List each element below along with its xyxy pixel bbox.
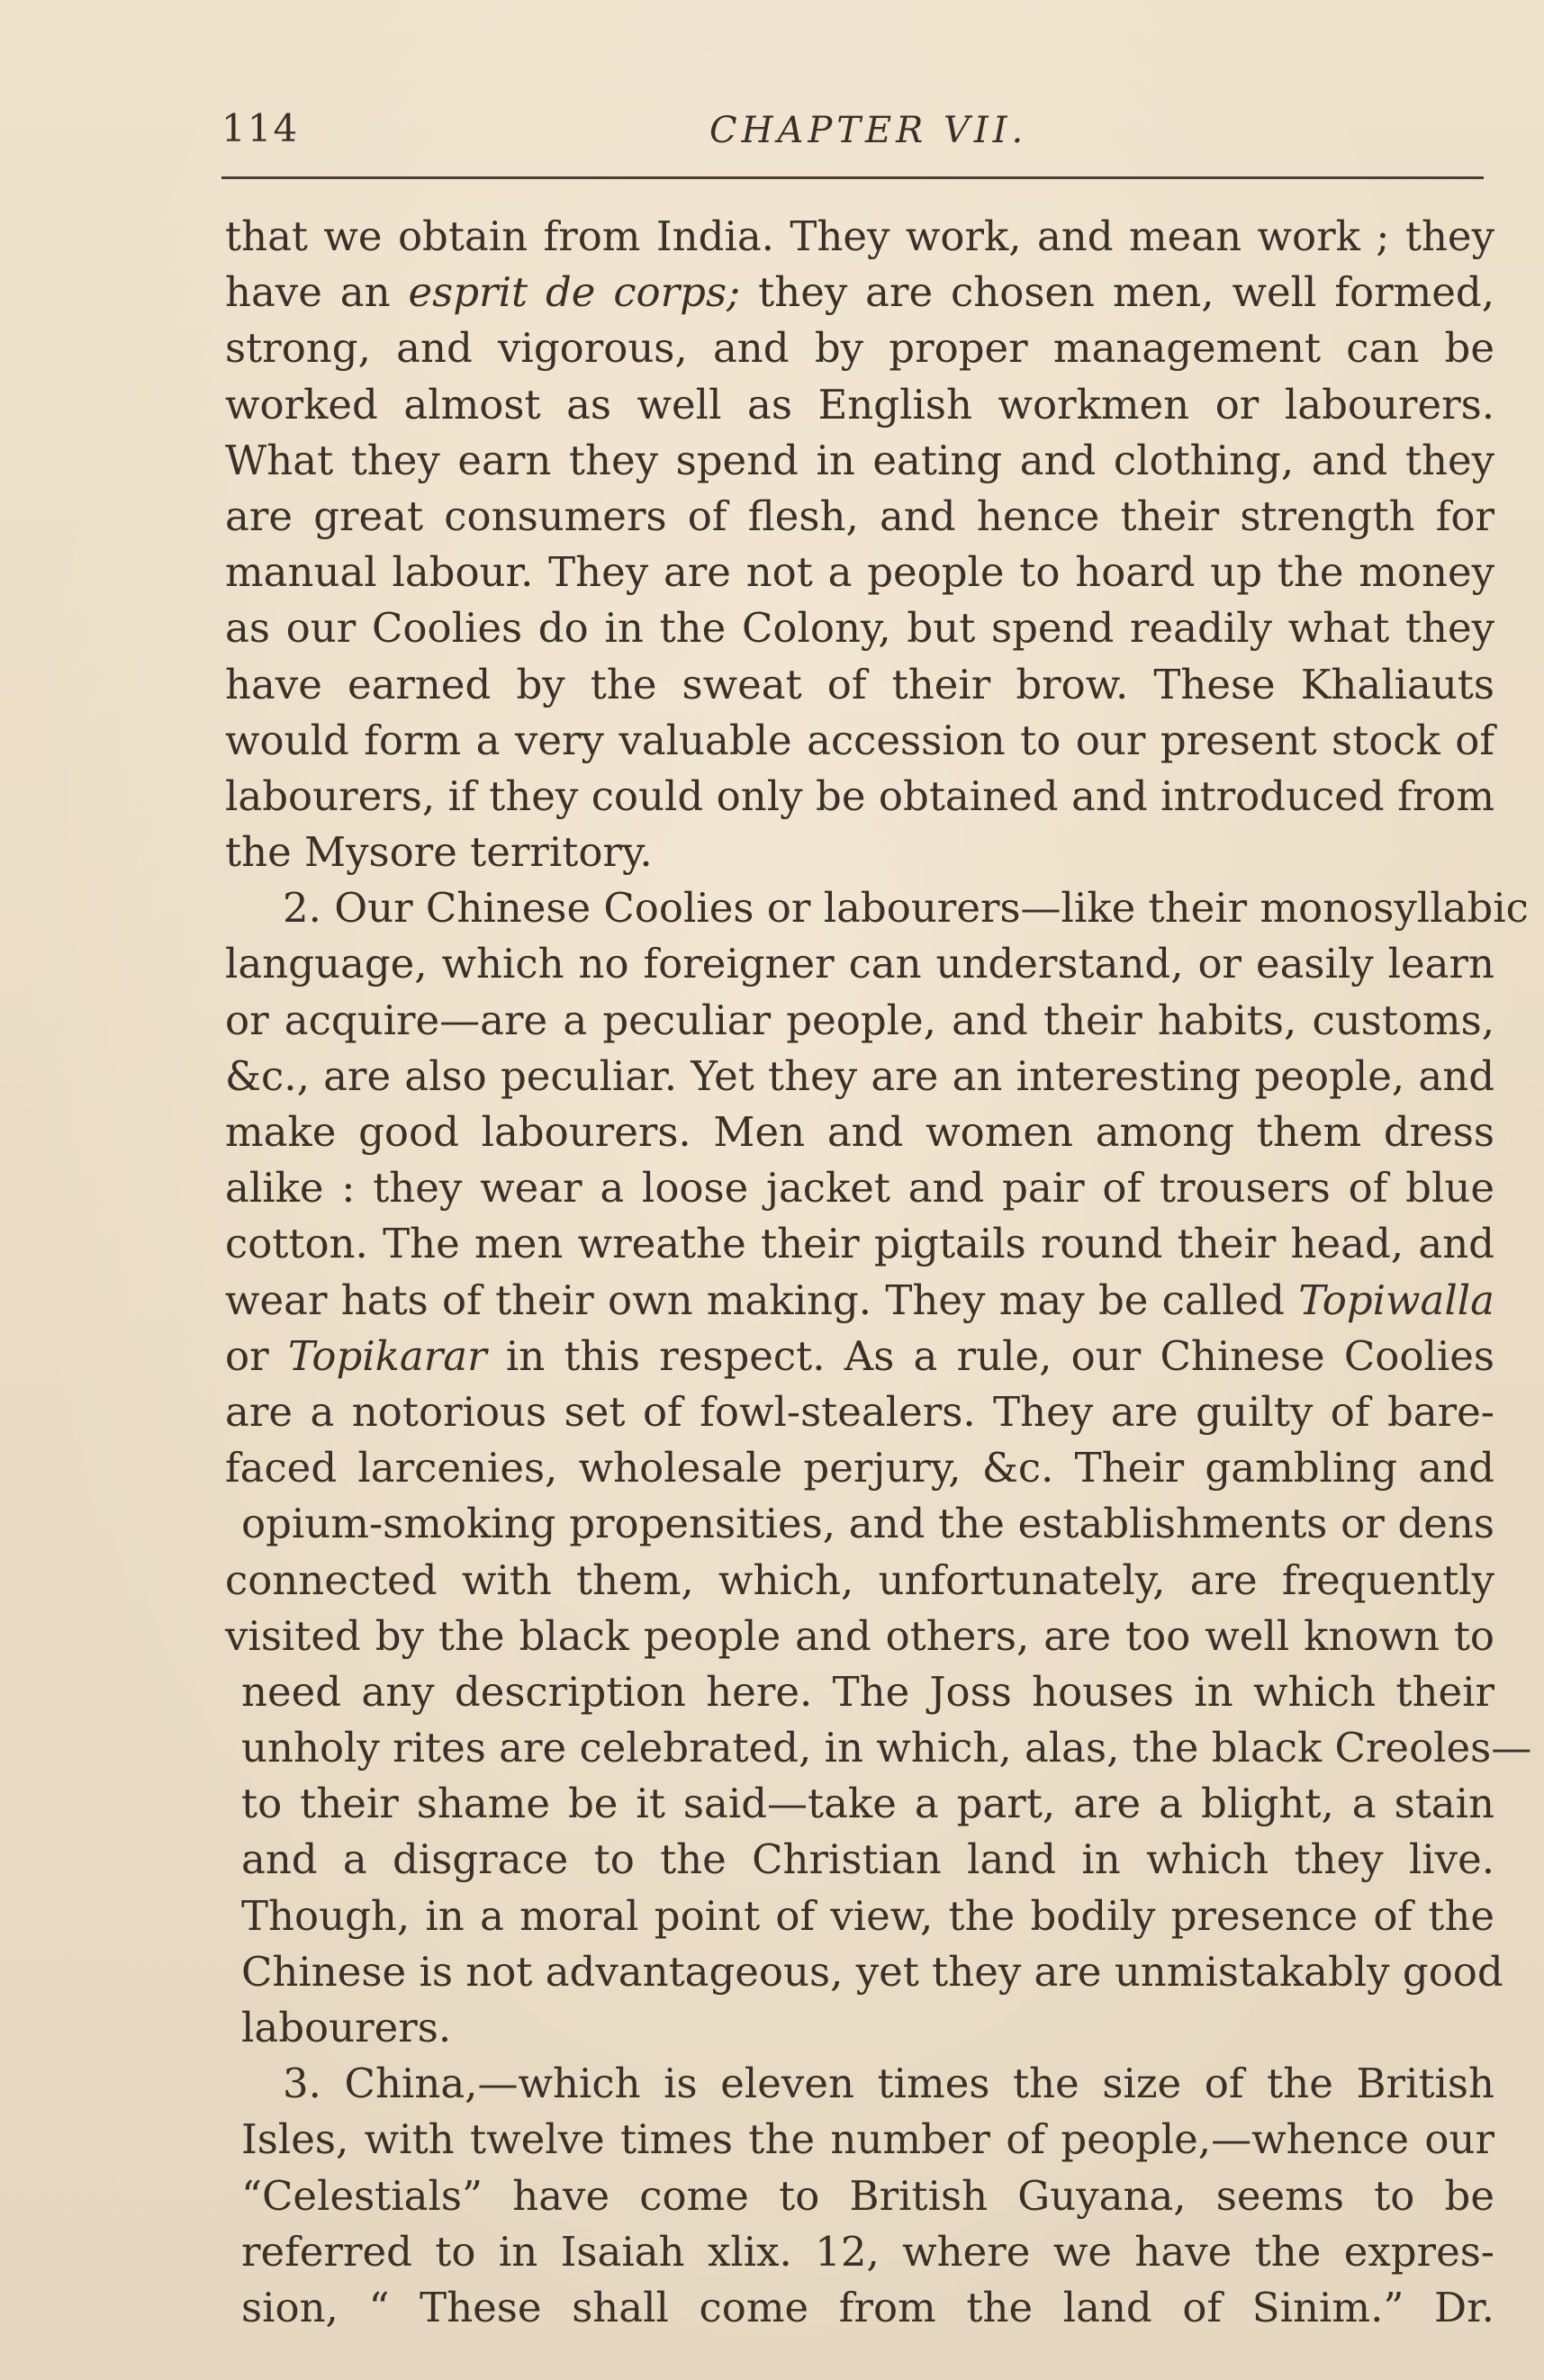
text-line: that we obtain from India. They work, and mean work ; they (225, 212, 1494, 260)
text-line: labourers. (241, 2004, 452, 2051)
header-rule (221, 176, 1484, 179)
text-line: What they earn they spend in eating and clothing, and they (225, 436, 1494, 484)
text-line: “Celestials” have come to British Guyana, seems to be (241, 2171, 1494, 2220)
text-line: are a notorious set of fowl-stealers. They are guilty of bare- (225, 1387, 1494, 1436)
text-line: &c., are also peculiar. Yet they are an interesting people, and (225, 1051, 1494, 1100)
text-line: alike : they wear a loose jacket and pair of trousers of blue (225, 1164, 1494, 1213)
italic-word: Topikarar (287, 1331, 487, 1380)
text-line: unholy rites are celebrated, in which, alas, the black Creoles— (241, 1724, 1532, 1772)
text-line: are great consumers of flesh, and hence their strength for (225, 491, 1494, 540)
text-line: strong, and vigorous, and by proper management can be (225, 324, 1494, 373)
text-line: Chinese is not advantageous, yet they are unmistakably good (241, 1947, 1503, 1996)
text-line: language, which no foreigner can understand, or easily learn (225, 940, 1494, 988)
text-line: to their shame be it said—take a part, are a blight, a stain (241, 1780, 1494, 1828)
text-line: visited by the black people and others, are too well known to (225, 1611, 1494, 1660)
text-line: or Topikarar in this respect. As a rule, our Chinese Coolies (225, 1331, 1494, 1380)
paragraph-3-start: 3. China,—which is eleven times the size of the British (283, 2060, 1494, 2108)
paragraph-2-start: 2. Our Chinese Coolies or labourers—like their monosyllabic (283, 884, 1529, 933)
text-line: have earned by the sweat of their brow. These Khaliauts (225, 660, 1494, 708)
text-line: need any description here. The Joss houses in which their (241, 1667, 1494, 1716)
text-line: make good labourers. Men and women among them dress (225, 1108, 1494, 1156)
text-line: sion, “ These shall come from the land of Sinim.” Dr. (241, 2283, 1494, 2331)
text-line: have an esprit de corps; they are chosen men, well formed, (225, 268, 1494, 317)
text-line: referred to in Isaiah xlix. 12, where we have the expres- (241, 2227, 1494, 2276)
text-line: opium-smoking propensities, and the establishments or dens (241, 1500, 1494, 1548)
text-line: would form a very valuable accession to our present stock of (225, 716, 1494, 764)
text-line: or acquire—are a peculiar people, and their habits, customs, (225, 996, 1494, 1044)
text-line: cotton. The men wreathe their pigtails round their head, and (225, 1220, 1494, 1268)
page-number: 114 (221, 106, 300, 150)
text-line: as our Coolies do in the Colony, but spend readily what they (225, 604, 1494, 653)
text-line: Though, in a moral point of view, the bodily presence of the (241, 1891, 1494, 1940)
text-line: the Mysore territory. (225, 828, 653, 877)
text-line: worked almost as well as English workmen or labourers. (225, 380, 1494, 428)
chapter-title: CHAPTER VII. (709, 110, 1028, 151)
text-line: faced larcenies, wholesale perjury, &c. Their gambling and (225, 1444, 1494, 1492)
running-head (221, 101, 1484, 164)
text-line: manual labour. They are not a people to hoard up the money (225, 548, 1494, 597)
text-line: Isles, with twelve times the number of people,—whence our (241, 2115, 1494, 2164)
text-line: and a disgrace to the Christian land in which they live. (241, 1835, 1494, 1884)
text-line: wear hats of their own making. They may be called Topiwalla (225, 1276, 1494, 1324)
text-line: connected with them, which, unfortunately, are frequently (225, 1555, 1494, 1604)
text-line: labourers, if they could only be obtained and introduced from (225, 771, 1494, 820)
body-text (225, 209, 1532, 2336)
italic-phrase: esprit de corps; (408, 268, 741, 317)
italic-word: Topiwalla (1298, 1276, 1494, 1324)
